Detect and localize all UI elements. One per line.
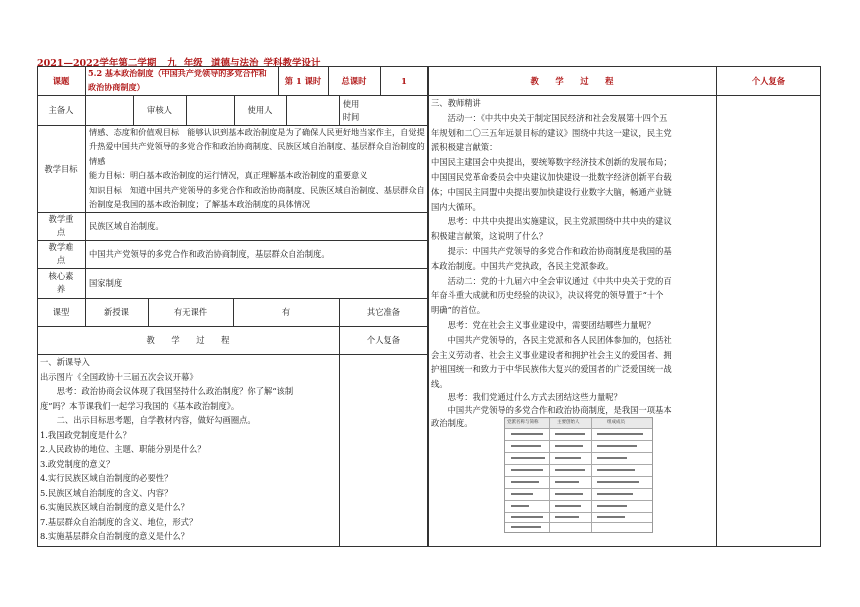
process-line: 8.实施基层群众自治制度的意义是什么？ [40,531,189,541]
process-line: 政治制度。 [431,418,473,428]
process-line: 思考：中共中央提出实施建议，民主党派围绕中共中央的建议 [431,216,672,227]
process-line: 活动一：《中共中央关于制定国民经济和社会发展第十四个五 [431,112,668,123]
core-literacy-text: 国家制度 [89,278,123,288]
personal-review-right: 个人复备 [751,75,786,86]
process-line: 中国民主建国会中央提出，要统筹数字经济技术创新的发展布局； [431,157,672,168]
process-line: 提示：中国共产党领导的多党合作和政治协商制度是我国的基 [431,246,672,256]
use-time-label: 使用时间 [342,98,360,122]
key-points-label: 教学重点 [48,214,74,237]
difficult-points-label: 教学难点 [48,242,74,265]
process-line: 5.民族区域自治制度的含义、内容？ [40,487,173,498]
process-line: 年奋斗重大成就和历史经验的决议》，决议将党的领导置于“十个 [431,290,664,301]
process-line: 明确”的首位。 [431,305,486,316]
process-line: 7.基层群众自治制度的含义、地位，形式？ [40,516,198,527]
process-line: 线。 [431,379,448,390]
reviewer-label: 审核人 [147,105,172,115]
key-points-text: 民族区域自治制度。 [89,221,164,231]
other-prep-label: 其它准备 [366,307,401,317]
process-line: 本政治制度。中国共产党执政，各民主党派参政。 [431,260,614,271]
topic-value: 5.2 基本政治制度（中国共产党领导的多党合作和政治协商制度） [88,68,267,92]
process-line: 三、教师精讲 [431,98,481,108]
process-line: 体；中国民主同盟中央提出要加快建设行业数字大脑，畅通产业链 [431,186,672,197]
image-header-col3: 组成成员 [607,420,625,425]
school-year: 2021—2022学年第二学期 [37,58,157,69]
preparer-label: 主备人 [48,105,74,115]
process-line: 4.实行民族区域自治制度的必要性？ [40,473,173,483]
process-line: 1.我国政党制度是什么？ [40,429,131,440]
course-type-value: 新授课 [104,307,129,317]
total-periods-label: 总课时 [341,75,367,86]
grade-suffix: 年级 [183,58,203,69]
total-periods-value: 1 [401,75,407,86]
goals-label: 教学目标 [44,163,78,174]
personal-review-left: 个人复备 [366,335,401,345]
process-line: 派积极建言献策： [431,142,498,153]
process-line: 活动二：党的十九届六中全会审议通过《中共中央关于党的百 [431,275,672,286]
process-line: 2.人民政协的地位、主题、职能分别是什么？ [40,444,206,454]
process-line: 出示图片《全国政协十三届五次会议开幕》 [40,371,198,382]
process-line: 6.实施民族区域自治制度的意义是什么？ [40,502,189,512]
courseware-label: 有无课件 [173,307,208,317]
image-header-col2: 主要创始人 [557,420,580,425]
process-line: 思考：党在社会主义事业建设中，需要团结哪些力量呢？ [431,320,656,330]
process-title-right: 教 学 过 程 [530,75,614,86]
period-label: 第 1 课时 [284,75,322,86]
topic-label: 课题 [52,75,70,86]
process-line: 中国国民党革命委员会中央建议加快建设一批数字经济创新平台载 [431,172,672,182]
goals-text: 情感、态度和价值观目标 能够认识到基本政治制度是为了确保人民更好地当家作主，自觉提升热爱中国共产党领导的多党合作和政治协商制度、民族区域自治制度、基层群众自治制度的情感 能力目标：明白基本政治制度的运行情况，真正理解基本政治制度的重要意义 知识目标 知道中国共产党领导的多党合作和政治协商制度、民族区域自治制度、基层群众自治制度是我国的基本政治制度；了解基本政治制度的具体情况 [89,127,425,210]
process-line: 中国共产党领导的多党合作和政治协商制度，是我国一项基本 [431,405,672,415]
process-line: 度”吗？本节课我们一起学习我国的《基本政治制度》。 [40,400,240,411]
image-header-col1: 党派名称与简称 [507,420,539,425]
difficult-points-text: 中国共产党领导的多党合作和政治协商制度，基层群众自治制度。 [89,249,330,259]
process-line: 思考：政治协商会议体现了我国坚持什么政治制度？你了解“该制 [40,386,294,396]
core-literacy-label: 核心素养 [48,271,74,294]
course-type-label: 课型 [52,307,70,317]
process-line: 思考：我们党通过什么方式去团结这些力量呢？ [431,392,622,402]
grade-value: 九 [160,55,184,70]
process-line: 积极建言献策，这说明了什么？ [431,231,548,242]
process-line: 会主义劳动者、社会主义事业建设者和拥护社会主义的爱国者、拥 [431,349,672,360]
user-label: 使用人 [247,105,273,115]
process-line: 国内大循环。 [431,201,481,212]
process-line: 一、新课导入 [40,357,90,367]
process-line: 二、出示目标思考题，自学教材内容，做好勾画圈点。 [40,415,256,425]
process-line: 中国共产党领导的，各民主党派和各人民团体参加的，包括社 [431,334,672,345]
process-line: 3.政党制度的意义？ [40,458,115,469]
process-line: 年规划和二〇三五年远景目标的建议》围绕中共这一建议，民主党 [431,127,672,138]
subject-suffix: 学科教学设计 [263,58,321,69]
process-line: 护祖国统一和致力于中华民族伟大复兴的爱国者的广泛爱国统一战 [431,364,672,375]
subject-value: 道德与法治 [206,55,264,70]
courseware-value: 有 [281,307,291,317]
process-title-left: 教 学 过 程 [146,335,230,345]
party-table-image [504,417,653,533]
